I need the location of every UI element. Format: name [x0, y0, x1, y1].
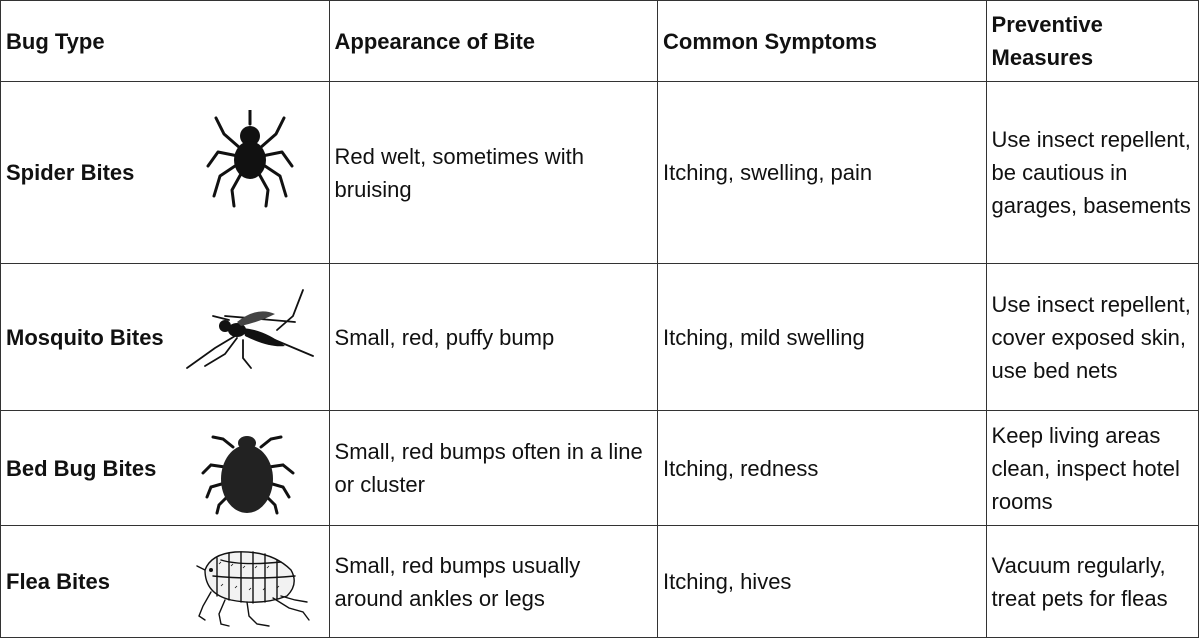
header-row — [1, 1, 1199, 82]
bug-name: Spider Bites — [6, 160, 135, 185]
header-appearance: Appearance of Bite — [329, 1, 658, 82]
bug-cell — [1, 82, 330, 264]
prevention-cell: Vacuum regularly, treat pets for fleas — [986, 526, 1198, 638]
bug-name: Bed Bug Bites — [6, 455, 157, 481]
prevention-cell: Use insect repellent, be cautious in garages, basements — [986, 82, 1198, 264]
bed-bug-icon — [199, 431, 299, 517]
table-row — [1, 411, 1199, 526]
mosquito-icon — [185, 286, 317, 370]
appearance-cell: Small, red bumps often in a line or cluster — [329, 411, 658, 526]
bug-cell — [1, 264, 330, 411]
bug-cell — [1, 411, 330, 526]
symptoms-cell: Itching, mild swelling — [658, 264, 987, 411]
flea-icon — [191, 540, 311, 630]
header-bug-type: Bug Type — [1, 1, 330, 82]
header-symptoms: Common Symptoms — [658, 1, 987, 82]
bug-name: Flea Bites — [6, 569, 110, 594]
symptoms-cell: Itching, swelling, pain — [658, 82, 987, 264]
appearance-cell: Small, red, puffy bump — [329, 264, 658, 411]
appearance-cell: Red welt, sometimes with bruising — [329, 82, 658, 264]
bug-name: Mosquito Bites — [6, 324, 164, 350]
header-preventive: Preventive Measures — [986, 1, 1198, 82]
spider-icon — [204, 110, 296, 210]
bug-cell — [1, 526, 330, 638]
table-row — [1, 526, 1199, 638]
appearance-cell: Small, red bumps usually around ankles or legs — [329, 526, 658, 638]
table-row — [1, 82, 1199, 264]
symptoms-cell: Itching, hives — [658, 526, 987, 638]
prevention-cell: Use insect repellent, cover exposed skin, use bed nets — [986, 264, 1198, 411]
symptoms-cell: Itching, redness — [658, 411, 987, 526]
table-row — [1, 264, 1199, 411]
prevention-cell: Keep living areas clean, inspect hotel rooms — [986, 411, 1198, 526]
